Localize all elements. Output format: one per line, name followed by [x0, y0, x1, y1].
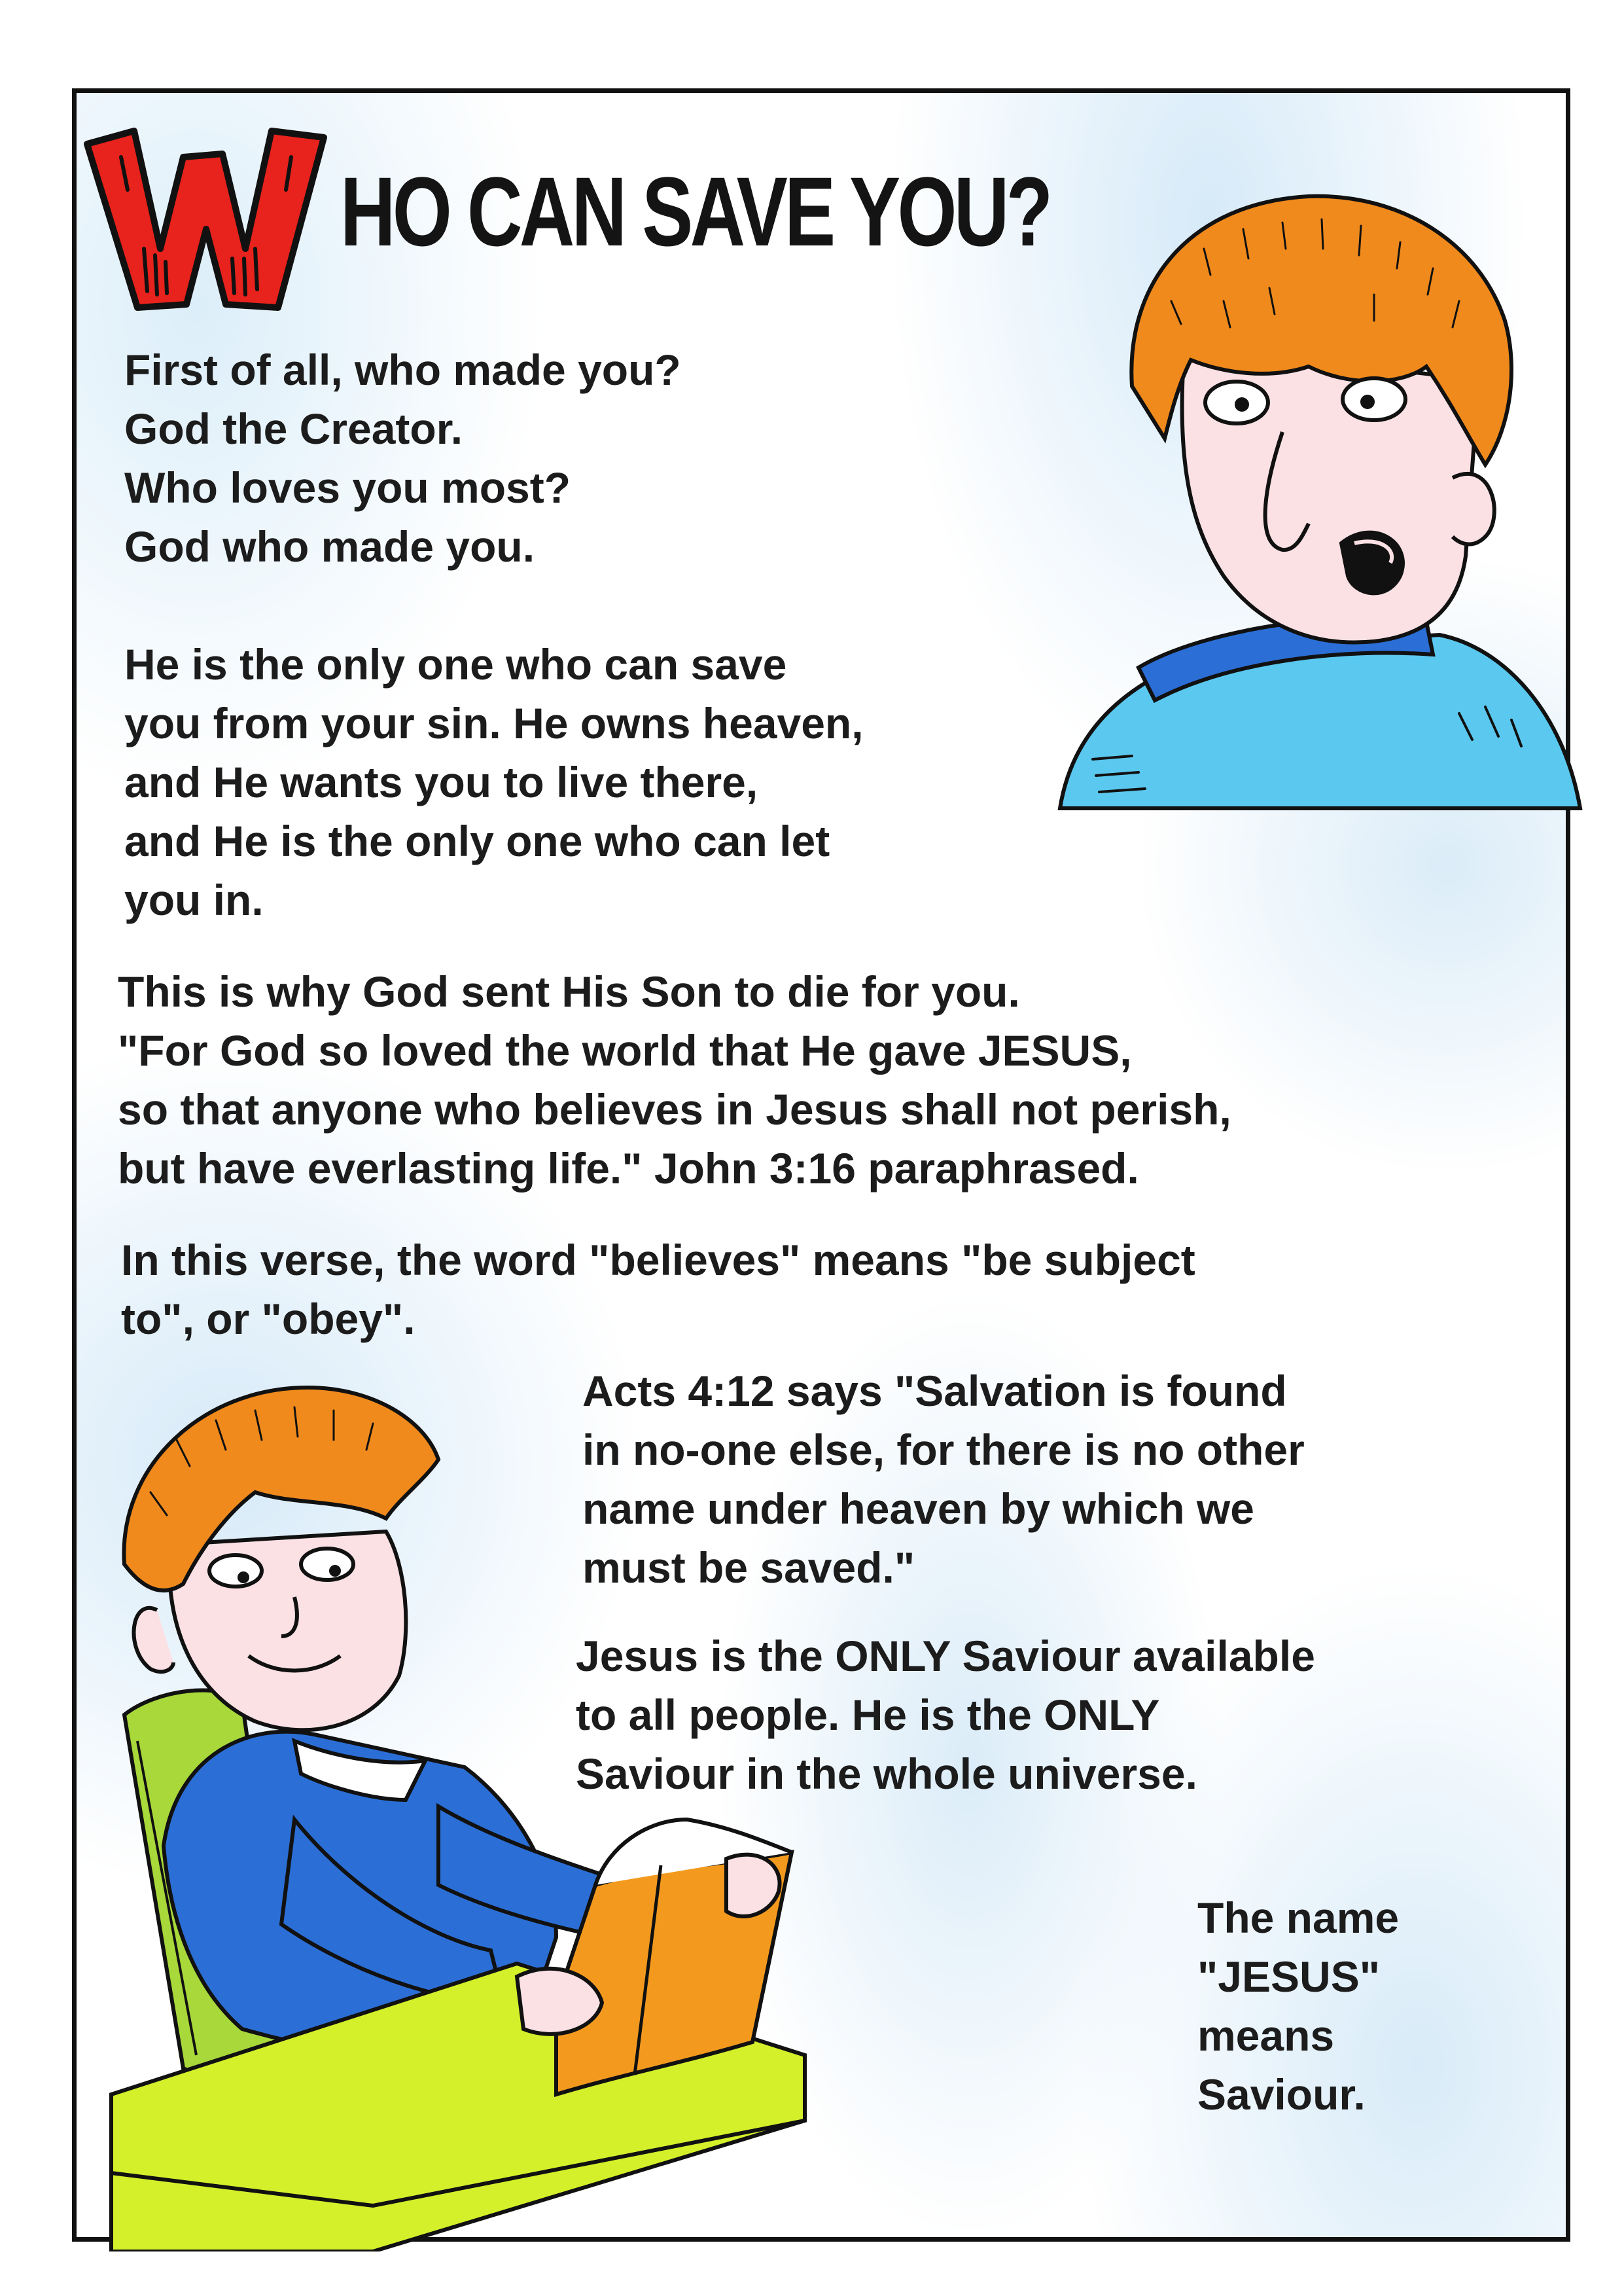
text-line: This is why God sent His Son to die for you.: [118, 967, 1020, 1016]
paragraph-verse: [121, 1230, 1195, 1348]
text-line: but have everlasting life." John 3:16 paraphrased.: [118, 1144, 1139, 1193]
text-line: so that anyone who believes in Jesus shall not perish,: [118, 1085, 1231, 1134]
text-line: to all people. He is the ONLY: [576, 1691, 1160, 1739]
text-line: The name: [1197, 1893, 1400, 1942]
paragraph-john: [118, 962, 1231, 1198]
text-line: First of all, who made you?: [124, 346, 681, 394]
paragraph-acts: [582, 1361, 1305, 1597]
text-line: He is the only one who can save: [124, 640, 787, 689]
text-line: Who loves you most?: [124, 463, 571, 512]
text-line: Jesus is the ONLY Saviour available: [576, 1632, 1315, 1680]
text-line: "For God so loved the world that He gave JESUS,: [118, 1026, 1132, 1075]
text-line: name under heaven by which we: [582, 1484, 1254, 1533]
paragraph-name: [1197, 1888, 1399, 2124]
text-line: "JESUS": [1197, 1952, 1381, 2001]
text-line: Saviour in the whole universe.: [576, 1749, 1197, 1798]
text-line: God the Creator.: [124, 404, 463, 453]
text-line: must be saved.": [582, 1543, 915, 1592]
title: [82, 105, 1050, 321]
text-line: God who made you.: [124, 522, 535, 571]
paragraph-only-one: [124, 635, 864, 929]
drop-cap-w: [82, 118, 330, 314]
page-title: HO CAN SAVE YOU?: [340, 156, 1050, 266]
text-line: means: [1197, 2011, 1335, 2060]
text-line: you from your sin. He owns heaven,: [124, 699, 864, 747]
text-line: you in.: [124, 876, 264, 924]
text-line: Saviour.: [1197, 2070, 1366, 2119]
text-line: In this verse, the word "believes" means "be subject: [121, 1236, 1195, 1284]
surprised-boy-icon: [1034, 151, 1583, 818]
text-line: and He is the only one who can let: [124, 817, 830, 865]
text-line: to", or "obey".: [121, 1295, 415, 1343]
paragraph-only-saviour: [576, 1626, 1315, 1803]
text-line: Acts 4:12 says "Salvation is found: [582, 1367, 1287, 1415]
text-line: in no-one else, for there is no other: [582, 1426, 1305, 1474]
text-line: and He wants you to live there,: [124, 758, 758, 806]
paragraph-intro: [124, 340, 681, 576]
